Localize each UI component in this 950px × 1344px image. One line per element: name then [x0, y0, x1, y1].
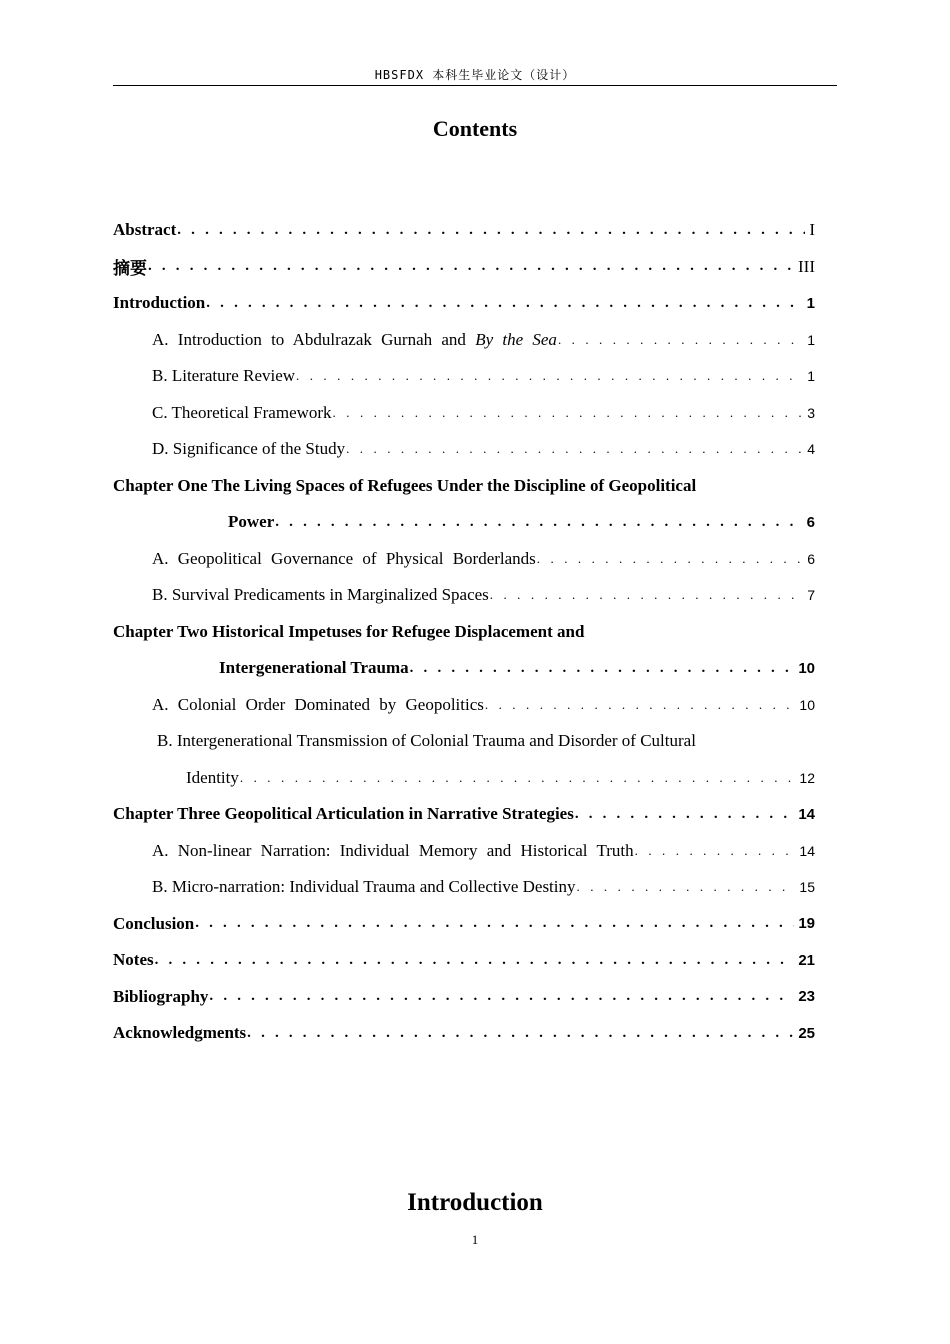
toc-label: Chapter Three Geopolitical Articulation in Narrative Strategies	[113, 804, 574, 824]
toc-page-number: 19	[798, 915, 815, 933]
toc-label: A. Colonial Order Dominated by Geopolitics	[152, 694, 484, 714]
dot-leader	[489, 587, 803, 603]
running-header: HBSFDX 本科生毕业论文（设计）	[374, 68, 576, 82]
dot-leader	[176, 222, 805, 239]
dot-leader	[205, 295, 802, 312]
toc-entry-zhaiyao[interactable]	[113, 249, 815, 286]
dot-leader	[536, 551, 803, 567]
toc-label	[152, 330, 557, 350]
dot-leader	[295, 368, 803, 384]
dot-leader	[576, 879, 796, 895]
toc-page-number: 25	[798, 1024, 815, 1042]
toc-entry-chapter-three[interactable]	[113, 796, 815, 833]
toc-label: A. Geopolitical Governance of Physical Borderlands	[152, 548, 536, 568]
toc-label: B. Literature Review	[152, 366, 296, 386]
dot-leader	[274, 514, 802, 531]
toc-entry-abstract[interactable]	[113, 212, 815, 249]
toc-page-number: 23	[798, 988, 815, 1006]
toc-chapter-two-heading[interactable]: Chapter Two Historical Impetuses for Refugee Displacement and	[113, 621, 585, 641]
toc-page-number: 21	[798, 951, 815, 969]
toc-label: Abstract	[113, 220, 177, 240]
toc-entry-ch2-b[interactable]	[113, 760, 815, 797]
toc-ch2-b-heading[interactable]: B. Intergenerational Transmission of Colonial Trauma and Disorder of Cultural	[157, 731, 696, 751]
toc-entry-acknowledgments[interactable]	[113, 1015, 815, 1052]
toc-label: C. Theoretical Framework	[152, 402, 332, 422]
toc-label: Identity	[186, 767, 239, 787]
toc-page-number: 7	[807, 587, 815, 604]
toc-page-number: 4	[807, 441, 815, 458]
toc-entry-ch3-b[interactable]	[113, 869, 815, 906]
book-title: By the Sea	[475, 329, 557, 349]
toc-label: Intergenerational Trauma	[219, 658, 409, 678]
contents-title: Contents	[432, 116, 518, 141]
toc-chapter-one-heading[interactable]: Chapter One The Living Spaces of Refugees Under the Discipline of Geopolitical	[113, 475, 697, 495]
toc-page-number: 1	[807, 368, 815, 385]
toc-page-number: 1	[806, 294, 815, 312]
toc-page-number: 10	[798, 659, 815, 677]
dot-leader	[246, 1025, 794, 1042]
page-number: 1	[471, 1232, 479, 1247]
toc-label: A. Non-linear Narration: Individual Memory and Historical Truth	[152, 840, 634, 860]
header-rule	[113, 85, 837, 86]
toc-label: Notes	[113, 950, 154, 970]
dot-leader	[194, 915, 794, 932]
toc-entry-intro-d[interactable]	[113, 431, 815, 468]
dot-leader	[574, 806, 794, 823]
dot-leader	[409, 660, 795, 677]
toc-label: Bibliography	[113, 986, 209, 1006]
dot-leader	[634, 843, 796, 859]
toc-entry-intro-a[interactable]	[113, 322, 815, 359]
toc-page-number: 15	[799, 879, 815, 896]
dot-leader	[557, 332, 803, 348]
dot-leader	[208, 988, 794, 1005]
dot-leader	[484, 697, 796, 713]
dot-leader	[345, 441, 803, 457]
toc-entry-chapter-one[interactable]	[113, 504, 815, 541]
toc-label: Power	[228, 512, 275, 532]
toc-entry-intro-c[interactable]	[113, 395, 815, 432]
toc-page-number: 14	[799, 842, 815, 859]
toc-entry-bibliography[interactable]	[113, 979, 815, 1016]
toc-page-number: 6	[807, 550, 815, 567]
dot-leader	[332, 405, 804, 421]
next-section-heading: Introduction	[407, 1189, 543, 1216]
toc-page-number: I	[809, 220, 815, 240]
toc-page-number: 12	[799, 769, 815, 786]
toc-entry-intro-b[interactable]	[113, 358, 815, 395]
toc-page-number: 10	[799, 696, 815, 713]
toc-page-number: III	[798, 256, 815, 276]
toc-entry-ch1-b[interactable]	[113, 577, 815, 614]
toc-page-number: 6	[806, 513, 815, 531]
toc-page-number: 1	[807, 331, 815, 348]
toc-label: B. Survival Predicaments in Marginalized Spaces	[152, 585, 489, 605]
toc-entry-introduction[interactable]	[113, 285, 815, 322]
toc-entry-conclusion[interactable]	[113, 906, 815, 943]
table-of-contents	[113, 212, 815, 1052]
dot-leader	[239, 770, 796, 786]
toc-label: Acknowledgments	[113, 1023, 247, 1043]
toc-label: D. Significance of the Study	[152, 439, 346, 459]
toc-entry-ch1-a[interactable]	[113, 541, 815, 578]
toc-label: 摘要	[113, 259, 147, 280]
toc-label: Conclusion	[113, 913, 195, 933]
toc-page-number: 14	[798, 805, 815, 823]
toc-label: B. Micro-narration: Individual Trauma and Collective Destiny	[152, 877, 576, 897]
toc-entry-notes[interactable]	[113, 942, 815, 979]
toc-entry-ch3-a[interactable]	[113, 833, 815, 870]
toc-label: Introduction	[113, 293, 206, 313]
toc-label-text: A. Introduction to Abdulrazak Gurnah and	[152, 329, 476, 349]
toc-page-number: 3	[807, 404, 815, 421]
toc-entry-chapter-two[interactable]	[113, 650, 815, 687]
dot-leader	[154, 952, 795, 969]
dot-leader	[147, 258, 794, 275]
toc-entry-ch2-a[interactable]	[113, 687, 815, 724]
